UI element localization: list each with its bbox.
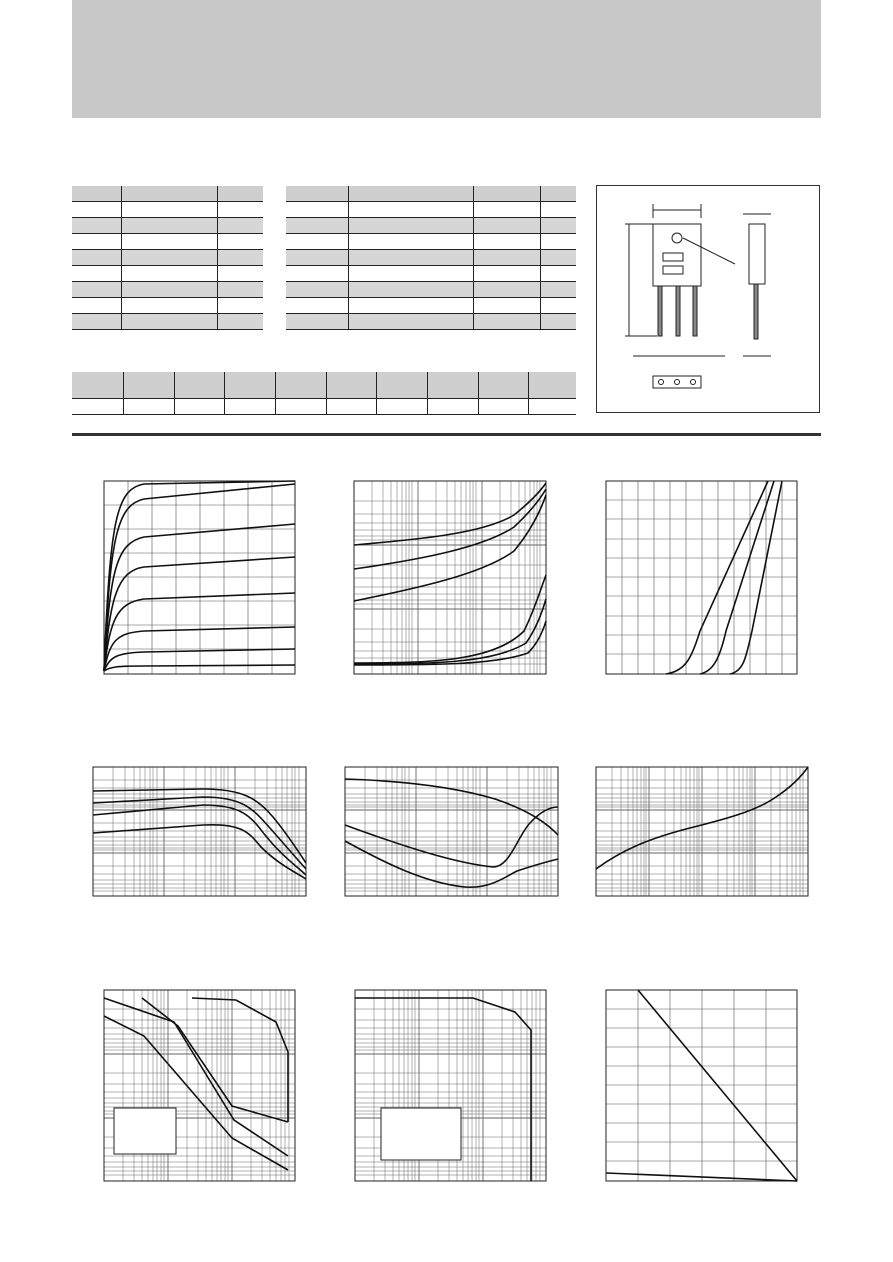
pin-view <box>653 376 701 388</box>
derating-with-heatsink <box>638 990 797 1181</box>
transfer-curve-1 <box>666 481 768 674</box>
package-outline-svg <box>597 186 819 412</box>
classification-table <box>72 372 576 415</box>
chart-reverse-bias-soa <box>355 990 546 1181</box>
ratings-table <box>72 186 263 330</box>
rbsoa-legend-box <box>381 1108 461 1160</box>
curve-1 <box>104 481 295 671</box>
chart-safe-operating-area <box>104 990 295 1181</box>
grid <box>596 767 808 896</box>
chart-dc-current-gain <box>93 767 306 896</box>
characteristics-table <box>286 186 576 330</box>
transfer-curve-3 <box>730 481 782 674</box>
curve-4 <box>104 557 295 671</box>
grid <box>606 481 797 674</box>
section-divider <box>72 433 821 436</box>
chart-saturation-voltage <box>354 481 546 674</box>
package-side-view <box>749 224 765 284</box>
curve-8 <box>104 665 295 671</box>
soa-legend-box <box>114 1108 176 1154</box>
grid <box>354 481 546 674</box>
curve-7 <box>104 649 295 671</box>
chart-thermal-resistance <box>596 767 808 896</box>
grid <box>606 990 797 1181</box>
chart-switching-characteristics <box>345 767 558 896</box>
grid <box>104 481 295 674</box>
chart-output-characteristics <box>104 481 295 674</box>
chart-transfer-characteristics <box>606 481 797 674</box>
derating-no-heatsink <box>606 1173 797 1181</box>
soa-100us <box>192 998 288 1122</box>
curve-2 <box>104 484 295 671</box>
header-banner <box>72 0 821 118</box>
chart-power-derating <box>606 990 797 1181</box>
mounting-hole <box>672 233 682 243</box>
grid <box>345 767 558 896</box>
package-outline-drawing <box>596 185 820 413</box>
